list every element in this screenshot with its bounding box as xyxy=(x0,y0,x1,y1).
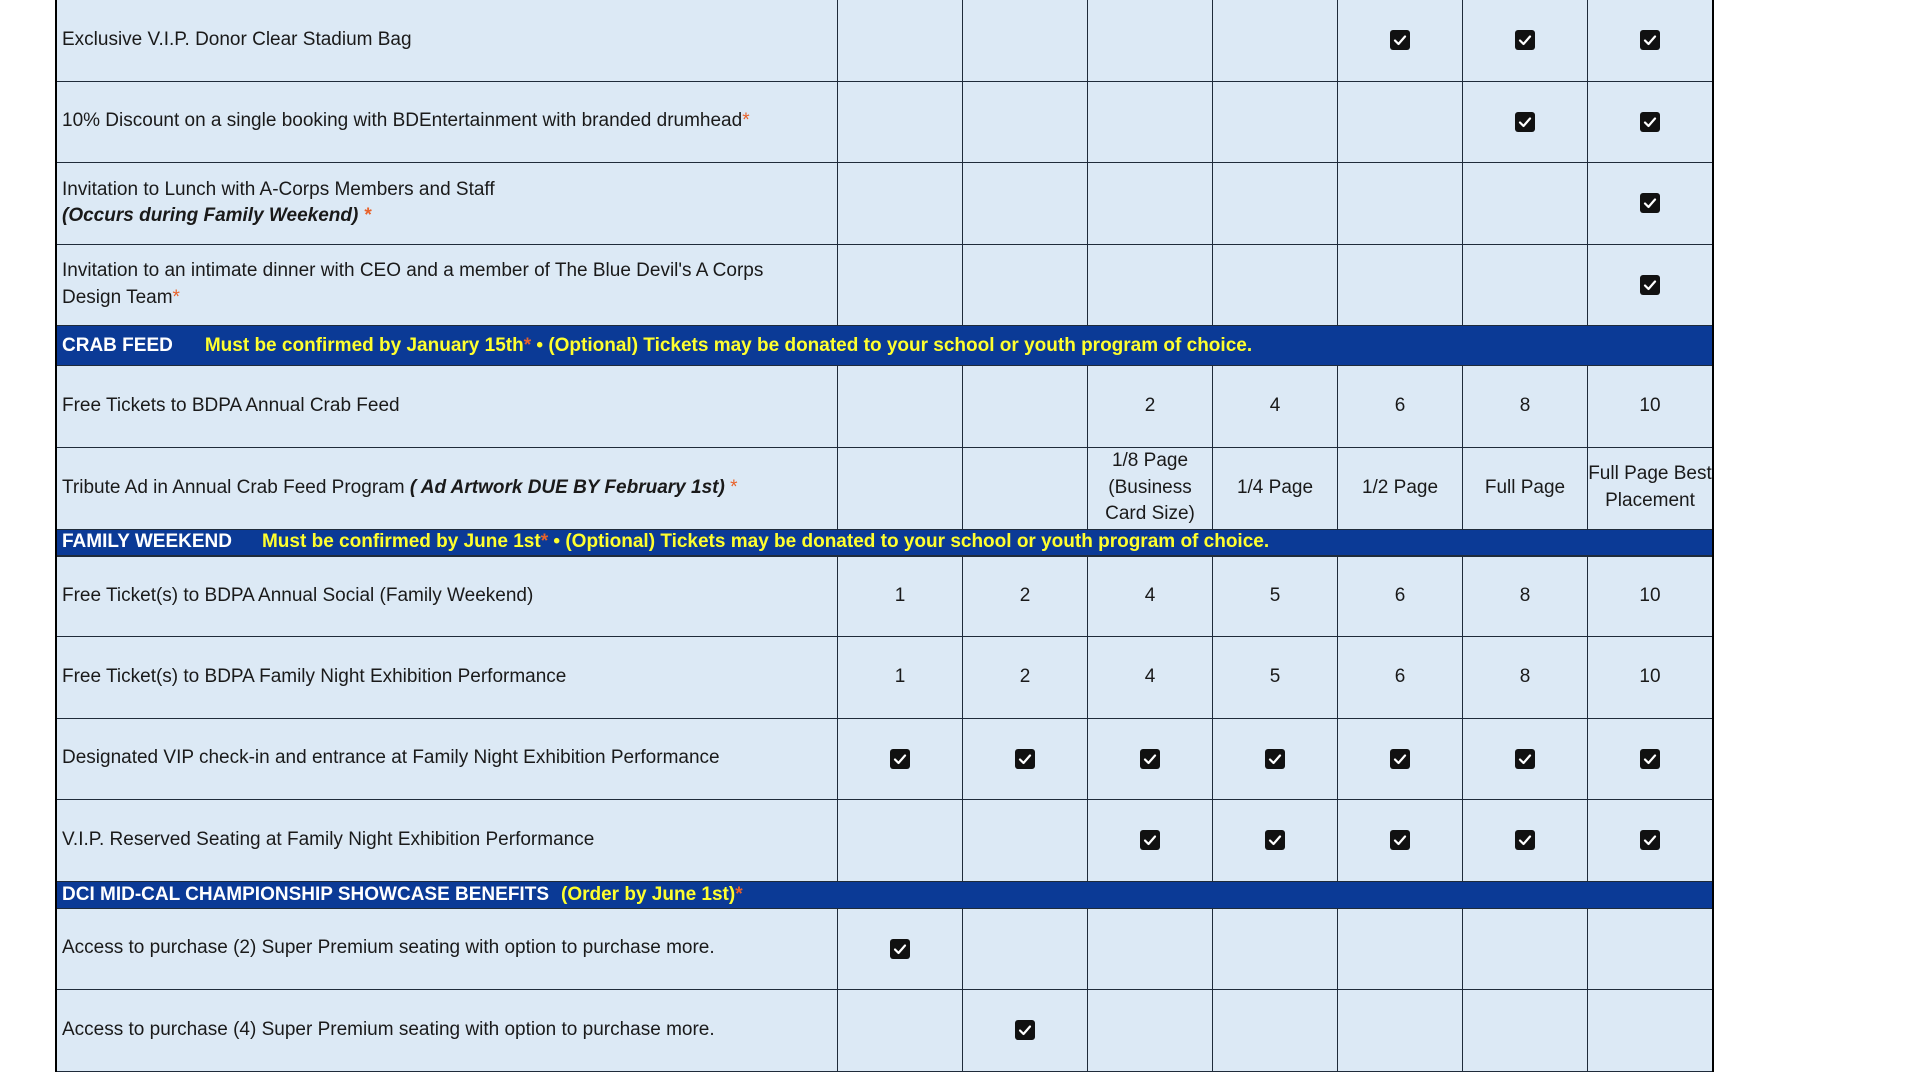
table-row xyxy=(57,800,1712,882)
tier-cell xyxy=(837,0,962,81)
checked-box-icon xyxy=(1640,193,1660,213)
section-title: FAMILY WEEKEND xyxy=(62,531,232,552)
tier-cell xyxy=(837,366,962,447)
tier-cell xyxy=(962,448,1087,529)
row-label-text xyxy=(62,177,495,230)
tier-cell-checked xyxy=(1337,800,1462,881)
tier-cell: 2 xyxy=(1087,366,1212,447)
label-main: Invitation to Lunch with A-Corps Members and Staff xyxy=(62,178,495,200)
table-row xyxy=(57,556,1712,638)
section-note xyxy=(262,531,1269,553)
tier-cell xyxy=(1337,163,1462,244)
tier-cell-checked xyxy=(962,990,1087,1071)
tier-cell-checked xyxy=(837,719,962,800)
tier-cell xyxy=(1212,990,1337,1071)
tier-cell: 5 xyxy=(1212,557,1337,637)
tier-cell xyxy=(1462,245,1587,326)
label-emphasis: ( Ad Artwork DUE BY February 1st) xyxy=(409,476,725,498)
tier-cell-checked xyxy=(1587,0,1712,81)
table-row xyxy=(57,990,1712,1072)
top-benefit-rows xyxy=(57,0,1712,326)
asterisk: * xyxy=(540,531,549,552)
tier-cell-checked xyxy=(1462,82,1587,163)
checked-box-icon xyxy=(1390,30,1410,50)
checked-box-icon xyxy=(1015,1020,1035,1040)
checked-box-icon xyxy=(1515,830,1535,850)
label-main: Designated VIP check-in and entrance at Family Night Exhibition Performance xyxy=(62,747,720,769)
tier-cell xyxy=(962,245,1087,326)
section-note-text: Must be confirmed by January 15th xyxy=(204,334,524,356)
tier-cell: 6 xyxy=(1337,557,1462,637)
row-label xyxy=(57,909,837,990)
section-title: DCI MID-CAL CHAMPIONSHIP SHOWCASE BENEFITS xyxy=(62,883,549,905)
label-main: Free Ticket(s) to BDPA Annual Social (Family Weekend) xyxy=(62,584,534,606)
tier-cell xyxy=(962,163,1087,244)
checked-box-icon xyxy=(1515,112,1535,132)
label-main: Tribute Ad in Annual Crab Feed Program xyxy=(62,476,410,498)
tier-cell xyxy=(962,366,1087,447)
row-label xyxy=(57,448,837,529)
table-row xyxy=(57,0,1712,82)
tier-cell xyxy=(1212,909,1337,990)
row-label-text xyxy=(62,745,720,772)
tier-cell-checked xyxy=(1462,0,1587,81)
section-note xyxy=(561,884,743,906)
asterisk: * xyxy=(523,334,532,356)
table-row-free-crab-tickets xyxy=(57,366,1712,448)
label-main: Access to purchase (4) Super Premium seating with option to purchase more. xyxy=(62,1018,715,1040)
tier-cell-checked xyxy=(1587,82,1712,163)
checked-box-icon xyxy=(1640,749,1660,769)
tier-cell xyxy=(1087,909,1212,990)
tier-cell xyxy=(962,909,1087,990)
tier-cell: 10 xyxy=(1587,366,1712,447)
tier-cell xyxy=(1087,82,1212,163)
tier-cell: 4 xyxy=(1087,637,1212,718)
row-label-text xyxy=(62,108,750,135)
tier-cell xyxy=(837,245,962,326)
tier-cell xyxy=(1087,990,1212,1071)
row-label-text xyxy=(62,1017,715,1044)
row-label: Free Tickets to BDPA Annual Crab Feed xyxy=(62,394,400,416)
tier-cell-checked xyxy=(837,909,962,990)
tier-cell xyxy=(837,82,962,163)
tier-cell xyxy=(1337,909,1462,990)
section-header-dci xyxy=(57,882,1712,909)
tier-cell-checked xyxy=(1587,163,1712,244)
section-note-text: (Order by June 1st) xyxy=(561,883,736,905)
tier-cell xyxy=(837,163,962,244)
tier-cell xyxy=(1212,82,1337,163)
tier-cell-checked xyxy=(1337,719,1462,800)
tier-cell xyxy=(1462,909,1587,990)
tier-cell: 8 xyxy=(1462,366,1587,447)
tier-cell: 2 xyxy=(962,637,1087,718)
checked-box-icon xyxy=(1015,749,1035,769)
tier-cell xyxy=(1087,0,1212,81)
checked-box-icon xyxy=(890,749,910,769)
tier-cell xyxy=(1212,0,1337,81)
checked-box-icon xyxy=(1640,30,1660,50)
tier-cell-checked xyxy=(1587,245,1712,326)
checked-box-icon xyxy=(1640,112,1660,132)
tier-cell-checked xyxy=(1587,800,1712,881)
checked-box-icon xyxy=(1140,830,1160,850)
tier-cell: 6 xyxy=(1337,366,1462,447)
tier-cell: Full Page xyxy=(1462,448,1587,529)
asterisk: * xyxy=(172,286,180,308)
checked-box-icon xyxy=(1390,749,1410,769)
tier-cell xyxy=(1587,990,1712,1071)
tier-cell xyxy=(1212,163,1337,244)
tier-cell: 1 xyxy=(837,557,962,637)
tier-cell-checked xyxy=(1087,800,1212,881)
tier-cell xyxy=(1087,163,1212,244)
tier-cell-checked xyxy=(1212,800,1337,881)
tier-cell xyxy=(1212,245,1337,326)
tier-cell-checked xyxy=(1212,719,1337,800)
table-row-tribute-ad xyxy=(57,448,1712,529)
row-label xyxy=(57,719,837,800)
table-row xyxy=(57,82,1712,164)
table-row xyxy=(57,909,1712,991)
section-title: CRAB FEED xyxy=(62,334,173,356)
row-label-text xyxy=(62,583,533,610)
section-note-text: Must be confirmed by June 1st xyxy=(261,531,541,552)
tier-cell: 10 xyxy=(1587,557,1712,637)
tier-cell: 6 xyxy=(1337,637,1462,718)
family-weekend-rows xyxy=(57,556,1712,882)
tier-cell xyxy=(837,448,962,529)
row-label xyxy=(57,163,837,244)
tier-cell xyxy=(1462,990,1587,1071)
tier-cell-checked xyxy=(1462,800,1587,881)
label-main: Invitation to an intimate dinner with CEO and a member of The Blue Devil's A Corps Design Team xyxy=(62,260,764,308)
tier-cell-checked xyxy=(1462,719,1587,800)
section-note-text-2: • (Optional) Tickets may be donated to your school or youth program of choice. xyxy=(548,531,1270,552)
section-note-text-2: • (Optional) Tickets may be donated to your school or youth program of choice. xyxy=(531,334,1253,356)
table-row xyxy=(57,163,1712,245)
tier-cell xyxy=(1087,245,1212,326)
checked-box-icon xyxy=(890,939,910,959)
tier-cell: 8 xyxy=(1462,637,1587,718)
section-header-family-weekend xyxy=(57,529,1712,556)
section-header-crab-feed xyxy=(57,326,1712,366)
tier-cell: 4 xyxy=(1087,557,1212,637)
checked-box-icon xyxy=(1265,830,1285,850)
tier-cell xyxy=(1337,245,1462,326)
tier-cell: 1/2 Page xyxy=(1337,448,1462,529)
benefits-table xyxy=(55,0,1714,1072)
asterisk: * xyxy=(358,205,372,227)
label-main: Free Ticket(s) to BDPA Family Night Exhibition Performance xyxy=(62,665,567,687)
row-label-text xyxy=(62,935,715,962)
label-main: 10% Discount on a single booking with BDEntertainment with branded drumhead xyxy=(62,110,743,132)
label-main: V.I.P. Reserved Seating at Family Night Exhibition Performance xyxy=(62,828,595,850)
tier-cell: 10 xyxy=(1587,637,1712,718)
checked-box-icon xyxy=(1515,749,1535,769)
tier-cell xyxy=(1337,82,1462,163)
row-label xyxy=(57,637,837,718)
tier-cell xyxy=(962,82,1087,163)
checked-box-icon xyxy=(1265,749,1285,769)
table-row xyxy=(57,245,1712,327)
row-label-text xyxy=(62,475,737,502)
checked-box-icon xyxy=(1640,830,1660,850)
checked-box-icon xyxy=(1640,275,1660,295)
checked-box-icon xyxy=(1140,749,1160,769)
table-row xyxy=(57,719,1712,801)
tier-cell xyxy=(1462,163,1587,244)
tier-cell xyxy=(1587,909,1712,990)
row-label xyxy=(57,800,837,881)
tier-cell: 4 xyxy=(1212,366,1337,447)
row-label-text xyxy=(62,27,412,54)
section-note xyxy=(205,335,1252,357)
tier-cell xyxy=(962,800,1087,881)
tier-cell: 1/4 Page xyxy=(1212,448,1337,529)
label-main: Access to purchase (2) Super Premium seating with option to purchase more. xyxy=(62,937,715,959)
tier-cell xyxy=(837,990,962,1071)
tier-cell: 1 xyxy=(837,637,962,718)
label-main: Exclusive V.I.P. Donor Clear Stadium Bag xyxy=(62,28,412,50)
tier-cell-checked xyxy=(1337,0,1462,81)
tier-cell: 1/8 Page (Business Card Size) xyxy=(1087,448,1212,529)
tier-cell-checked xyxy=(1087,719,1212,800)
tier-cell xyxy=(837,800,962,881)
asterisk: * xyxy=(724,476,738,498)
tier-cell xyxy=(962,0,1087,81)
tier-cell: 8 xyxy=(1462,557,1587,637)
tier-cell xyxy=(1337,990,1462,1071)
asterisk: * xyxy=(735,883,743,905)
table-row xyxy=(57,637,1712,719)
row-label-text xyxy=(62,258,817,311)
tier-cell: 2 xyxy=(962,557,1087,637)
row-label xyxy=(57,0,837,81)
checked-box-icon xyxy=(1515,30,1535,50)
tier-cell: Full Page Best Placement xyxy=(1587,448,1712,529)
label-sub-text: (Occurs during Family Weekend) xyxy=(62,205,359,227)
row-label-text xyxy=(62,827,594,854)
tier-cell: 5 xyxy=(1212,637,1337,718)
row-label-text xyxy=(62,664,566,691)
asterisk: * xyxy=(742,110,750,132)
label-sub xyxy=(62,203,495,230)
dci-rows xyxy=(57,909,1712,1072)
row-label xyxy=(57,557,837,637)
tier-cell-checked xyxy=(1587,719,1712,800)
row-label xyxy=(57,990,837,1071)
checked-box-icon xyxy=(1390,830,1410,850)
row-label xyxy=(57,82,837,163)
row-label xyxy=(57,245,837,326)
tier-cell-checked xyxy=(962,719,1087,800)
